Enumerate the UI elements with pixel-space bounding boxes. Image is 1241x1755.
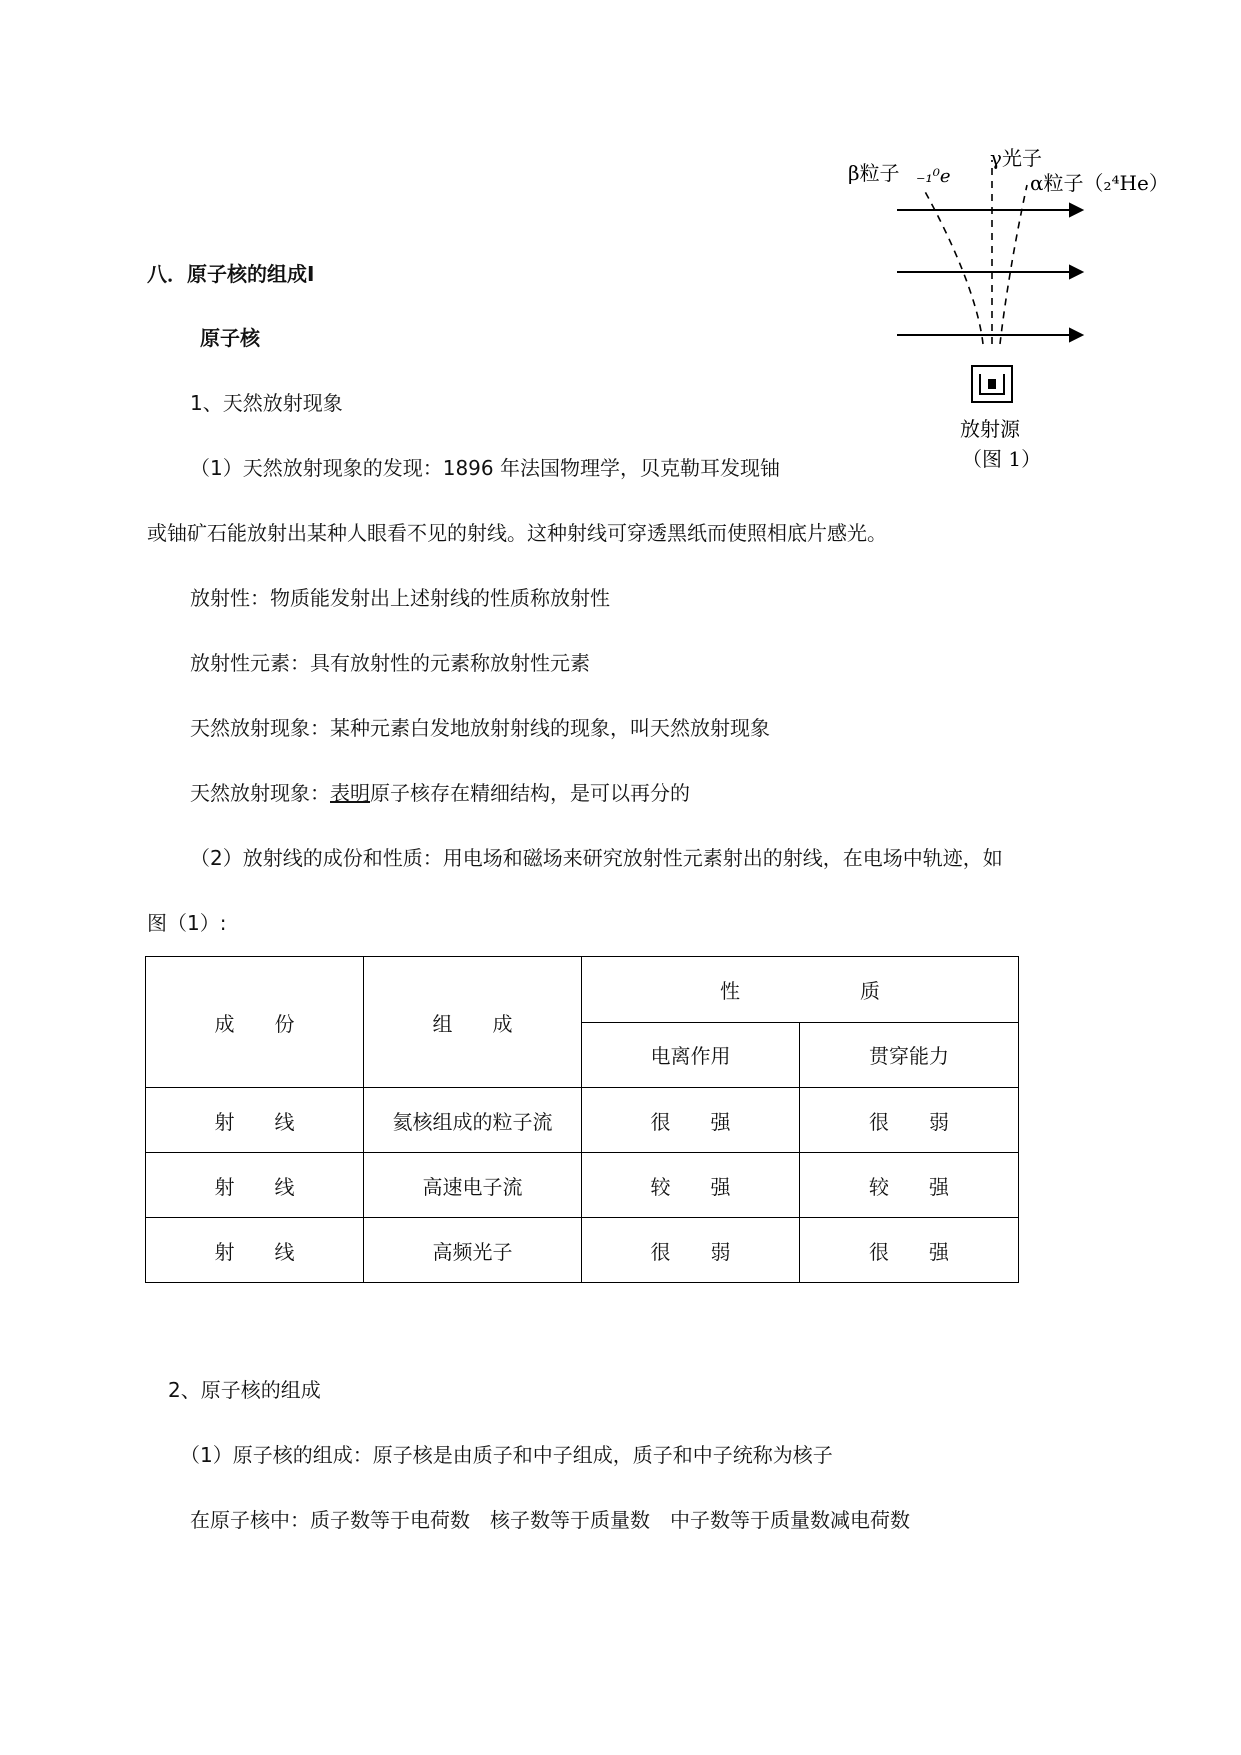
beta-label: β粒子 [848,161,900,185]
alpha-trajectory [1000,185,1027,344]
field-lines [897,204,1082,341]
header-ionization: 电离作用 [582,1022,800,1088]
row-composition: 高速电子流 [364,1153,582,1218]
header-property: 性 质 [582,957,1019,1023]
table-row [146,1153,1019,1218]
row-name: 射 线 [146,1153,364,1218]
discovery-paragraph-cont: 或铀矿石能放射出某种人眼看不见的射线。这种射线可穿透黑纸而使照相底片感光。 [147,521,887,545]
radiation-properties-table [145,956,1019,1283]
rays-composition-paragraph: （2）放射线的成份和性质：用电场和磁场来研究放射性元素射出的射线，在电场中轨迹，如 [190,846,1003,870]
row-name: 射 线 [146,1218,364,1283]
gamma-label: γ光子 [990,146,1042,170]
section-title: 八．原子核的组成Ⅰ [147,262,315,286]
source-label: 放射源 [960,417,1020,441]
row-penetration: 较 强 [800,1153,1019,1218]
radiation-diagram [840,140,1200,480]
nucleus-relations-paragraph: 在原子核中：质子数等于电荷数 核子数等于质量数 中子数等于质量数减电荷数 [190,1508,910,1532]
row-ionization: 很 强 [582,1088,800,1153]
header-component: 成 份 [146,957,364,1088]
header-composition: 组 成 [364,957,582,1088]
rays-composition-paragraph-cont: 图（1）: [147,911,227,935]
radiation-source [972,366,1012,402]
definition-natural-radioactivity: 天然放射现象：某种元素白发地放射射线的现象，叫天然放射现象 [190,716,770,740]
definition-radioactivity: 放射性：物质能发射出上述射线的性质称放射性 [190,586,610,610]
row-penetration: 很 弱 [800,1088,1019,1153]
row-ionization: 很 弱 [582,1218,800,1283]
alpha-label: α粒子（₂⁴He） [1030,171,1169,195]
figure-label: （图 1） [962,447,1042,471]
beta-symbol: ₋₁⁰e [916,166,951,187]
table-row [146,1218,1019,1283]
row-composition: 氦核组成的粒子流 [364,1088,582,1153]
header-penetration: 贯穿能力 [800,1022,1019,1088]
subtitle: 原子核 [200,326,260,350]
nucleus-composition-paragraph: （1）原子核的组成：原子核是由质子和中子组成，质子和中子统称为核子 [180,1443,833,1467]
table-header-row [146,957,1019,1023]
beta-trajectory [923,188,983,344]
definition-radioactive-element: 放射性元素：具有放射性的元素称放射性元素 [190,651,590,675]
row-name: 射 线 [146,1088,364,1153]
significance-suffix: 原子核存在精细结构，是可以再分的 [370,781,690,805]
significance-prefix: 天然放射现象： [190,781,330,805]
row-ionization: 较 强 [582,1153,800,1218]
table-row [146,1088,1019,1153]
heading-nucleus-composition: 2、原子核的组成 [168,1378,321,1402]
heading-natural-radioactivity: 1、天然放射现象 [190,391,343,415]
row-penetration: 很 强 [800,1218,1019,1283]
discovery-paragraph: （1）天然放射现象的发现：1896 年法国物理学，贝克勒耳发现铀 [190,456,780,480]
row-composition: 高频光子 [364,1218,582,1283]
significance-underlined: 表明 [330,781,370,805]
definition-significance [190,781,690,805]
